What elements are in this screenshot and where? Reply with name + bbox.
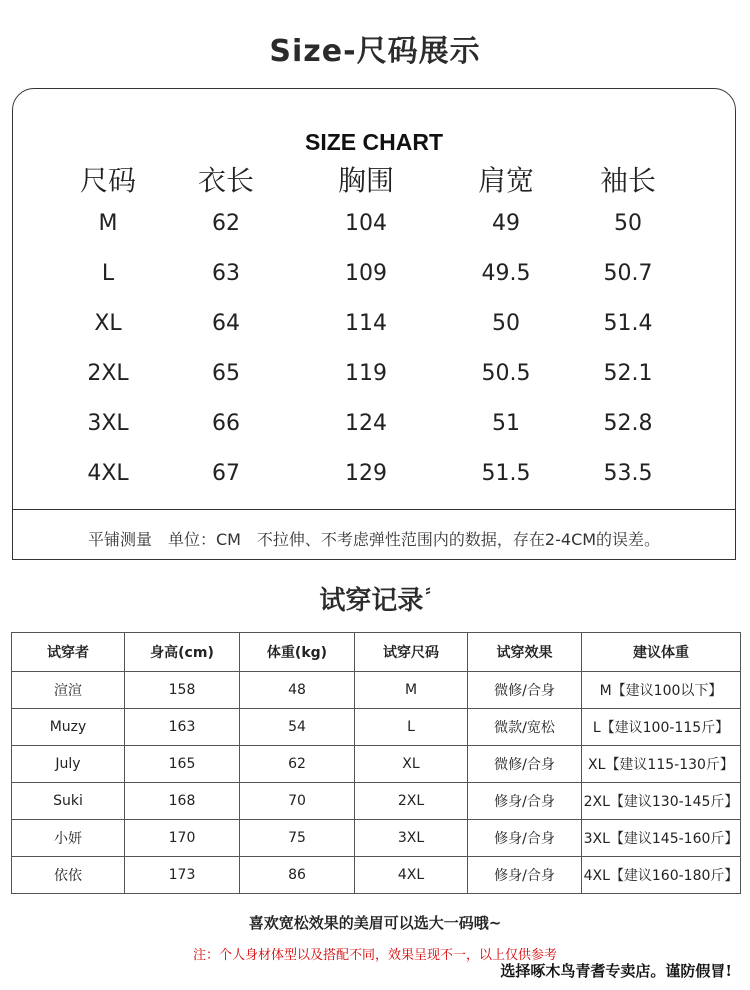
effect-cell: 修身/合身 [468, 820, 582, 857]
chest-cell: 109 [345, 261, 387, 286]
chest-cell: 104 [345, 211, 387, 236]
length-cell: 67 [212, 461, 240, 486]
weight-cell: 70 [240, 783, 355, 820]
header-trial-effect: 试穿效果 [468, 633, 582, 672]
chest-cell: 129 [345, 461, 387, 486]
table-row [12, 857, 741, 894]
shoulder-cell: 49.5 [481, 261, 531, 286]
effect-cell: 修身/合身 [468, 857, 582, 894]
size-cell: XL [94, 311, 122, 336]
weight-cell: 62 [240, 746, 355, 783]
length-cell: 62 [212, 211, 240, 236]
length-cell: 63 [212, 261, 240, 286]
tester-cell: July [12, 746, 125, 783]
header-height: 身高(cm) [125, 633, 240, 672]
disclaimer-note: 注：个人身材体型以及搭配不同，效果呈现不一，以上仅供参考 [192, 948, 557, 963]
trial-title-text: 试穿记录 [319, 586, 424, 616]
sleeve-cell: 52.1 [603, 361, 653, 386]
height-cell: 173 [125, 857, 240, 894]
trial-table [11, 632, 741, 894]
sparkle-icon: ⸗ [425, 580, 431, 599]
trial-header-row [12, 633, 741, 672]
header-sleeve: 袖长 [599, 164, 656, 197]
tester-cell: Suki [12, 783, 125, 820]
size-chart-title: SIZE CHART [305, 129, 443, 155]
size-cell: 2XL [355, 783, 468, 820]
size-cell: 2XL [87, 361, 129, 386]
size-cell: L [101, 261, 115, 286]
header-weight: 体重(kg) [240, 633, 355, 672]
header-length: 衣长 [197, 164, 254, 197]
effect-cell: 修身/合身 [468, 783, 582, 820]
shoulder-cell: 51.5 [481, 461, 531, 486]
tester-cell: Muzy [12, 709, 125, 746]
table-row [12, 783, 741, 820]
height-cell: 170 [125, 820, 240, 857]
size-chart-panel [12, 88, 736, 560]
size-cell: 3XL [87, 411, 129, 436]
store-notice: 选择啄木鸟青耆专卖店。谨防假冒! [500, 962, 732, 980]
height-cell: 168 [125, 783, 240, 820]
length-cell: 64 [212, 311, 240, 336]
chest-cell: 124 [345, 411, 387, 436]
table-row [12, 672, 741, 709]
header-shoulder: 肩宽 [477, 164, 534, 197]
sleeve-cell: 52.8 [603, 411, 653, 436]
size-cell: 3XL [355, 820, 468, 857]
table-row [12, 746, 741, 783]
size-cell: M [98, 211, 118, 236]
suggestion-cell: M【建议100以下】 [582, 672, 741, 709]
length-cell: 66 [212, 411, 240, 436]
header-trial-size: 试穿尺码 [355, 633, 468, 672]
shoulder-cell: 50 [492, 311, 520, 336]
size-cell: M [355, 672, 468, 709]
sleeve-cell: 53.5 [603, 461, 653, 486]
suggestion-cell: L【建议100-115斤】 [582, 709, 741, 746]
chest-cell: 114 [345, 311, 387, 336]
suggestion-cell: XL【建议115-130斤】 [582, 746, 741, 783]
suggestion-cell: 2XL【建议130-145斤】 [582, 783, 741, 820]
length-cell: 65 [212, 361, 240, 386]
size-cell: XL [355, 746, 468, 783]
trial-section-title [0, 580, 750, 617]
effect-cell: 微修/合身 [468, 672, 582, 709]
weight-cell: 75 [240, 820, 355, 857]
height-cell: 163 [125, 709, 240, 746]
size-cell: 4XL [355, 857, 468, 894]
table-row [12, 820, 741, 857]
height-cell: 158 [125, 672, 240, 709]
suggestion-cell: 4XL【建议160-180斤】 [582, 857, 741, 894]
page-title: Size-尺码展示 [269, 34, 481, 69]
size-cell: L [355, 709, 468, 746]
effect-cell: 微修/合身 [468, 746, 582, 783]
shoulder-cell: 49 [492, 211, 520, 236]
table-row [12, 709, 741, 746]
weight-cell: 54 [240, 709, 355, 746]
sleeve-cell: 50 [614, 211, 642, 236]
weight-cell: 48 [240, 672, 355, 709]
tester-cell: 依依 [12, 857, 125, 894]
chart-divider [13, 509, 735, 510]
shoulder-cell: 51 [492, 411, 520, 436]
header-chest: 胸围 [337, 164, 394, 197]
suggestion-cell: 3XL【建议145-160斤】 [582, 820, 741, 857]
sleeve-cell: 50.7 [603, 261, 653, 286]
weight-cell: 86 [240, 857, 355, 894]
size-cell: 4XL [87, 461, 129, 486]
header-suggested-weight: 建议体重 [582, 633, 741, 672]
sizing-tip: 喜欢宽松效果的美眉可以选大一码哦~ [248, 914, 502, 932]
header-size: 尺码 [79, 164, 136, 197]
tester-cell: 渲渲 [12, 672, 125, 709]
measurement-note: 平铺测量 单位：CM 不拉伸、不考虑弹性范围内的数据，存在2-4CM的误差。 [87, 530, 661, 549]
height-cell: 165 [125, 746, 240, 783]
effect-cell: 微款/宽松 [468, 709, 582, 746]
shoulder-cell: 50.5 [481, 361, 531, 386]
chest-cell: 119 [345, 361, 387, 386]
tester-cell: 小妍 [12, 820, 125, 857]
header-tester: 试穿者 [12, 633, 125, 672]
sleeve-cell: 51.4 [603, 311, 653, 336]
